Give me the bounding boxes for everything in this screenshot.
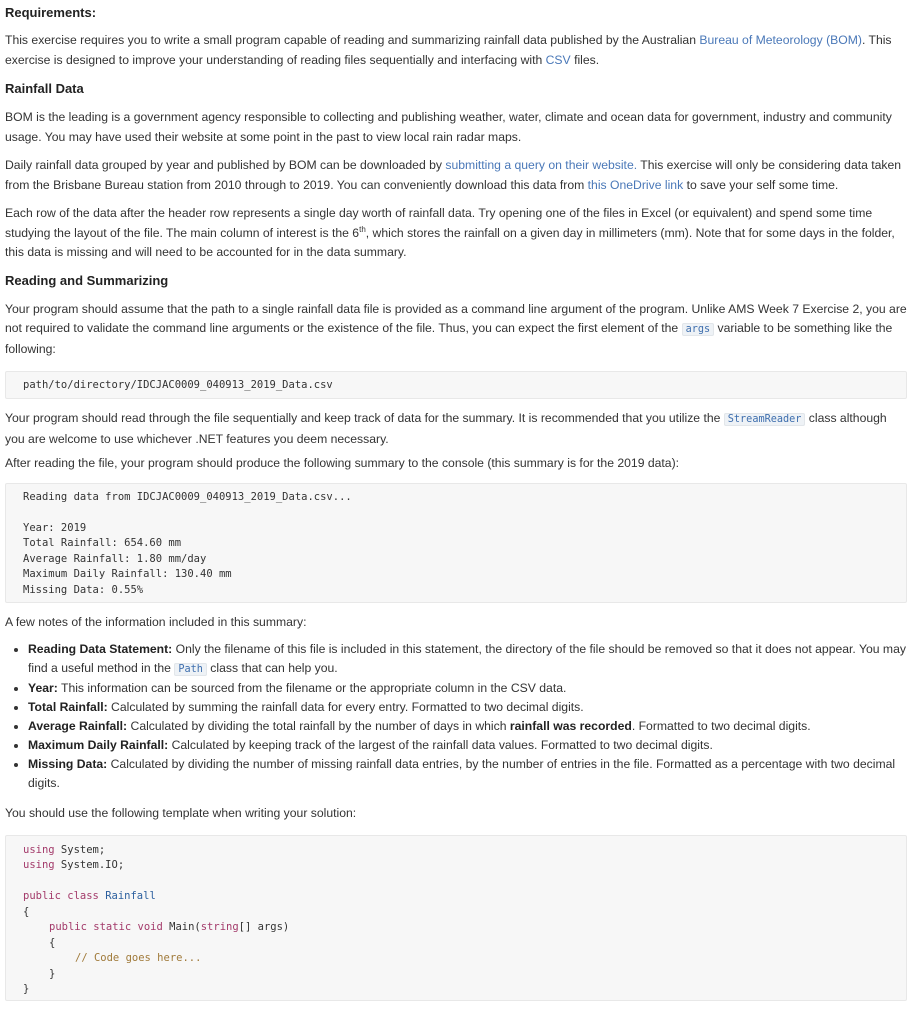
bom-query-link[interactable]: submitting a query on their website. <box>445 158 638 172</box>
code-line: { <box>49 936 56 949</box>
code-line: public static void Main(string[] args) <box>49 921 290 933</box>
args-paragraph: Your program should assume that the path to a single rainfall data file is provided as a command line argument of the program. Unlike AMS Week 7 Exercise 2, you are not required to validate the command line arguments or the existence of the file. Thus, you can expect the first element of the args variable to be something like the following: <box>5 301 907 356</box>
code-line: { <box>23 905 30 918</box>
bom-link[interactable]: Bureau of Meteorology (BOM) <box>699 33 862 47</box>
intro-paragraph: This exercise requires you to write a small program capable of reading and summarizing rainfall data published by the Australian Bureau of Meteorology (BOM). This exercise is designed to improve your understanding of reading files sequentially and interfacing with CSV files. <box>5 33 892 67</box>
list-item: • Maximum Daily Rainfall: Calculated by keeping track of the largest of the rainfall data values. Formatted to two decimal digits. <box>28 736 907 755</box>
output-line: Missing Data: 0.55% <box>23 583 144 596</box>
notes-list <box>5 640 907 793</box>
template-code-block <box>5 835 907 1001</box>
output-line: Year: 2019 <box>23 521 87 534</box>
onedrive-link[interactable]: this OneDrive link <box>587 177 684 192</box>
summary-output-block <box>5 483 907 603</box>
reading-heading: Reading and Summarizing <box>5 272 169 288</box>
code-line: using System.IO; <box>23 859 125 871</box>
path-class-code: Path <box>174 663 207 676</box>
code-line: public class Rainfall <box>23 890 156 902</box>
requirements-heading: Requirements: <box>5 5 97 20</box>
output-line: Reading data from IDCJAC0009_040913_2019_Data.csv... <box>23 490 352 503</box>
csv-link[interactable]: CSV <box>545 52 571 67</box>
args-code: args <box>682 323 715 336</box>
rainfall-data-heading: Rainfall Data <box>5 81 84 96</box>
list-item: • Total Rainfall: Calculated by summing the rainfall data for every entry. Formatted to two decimal digits. <box>28 698 907 717</box>
template-intro: You should use the following template when writing your solution: <box>5 806 357 820</box>
notes-intro: A few notes of the information included in this summary: <box>5 614 307 629</box>
streamreader-paragraph: Your program should read through the file sequentially and keep track of data for the summary. It is recommended that you utilize the StreamReader class although you are welcome to use whichever .NET features you deem necessary. <box>5 411 887 446</box>
code-line: using System; <box>23 843 106 856</box>
summary-intro-paragraph: After reading the file, your program should produce the following summary to the console (this summary is for the 2019 data): <box>5 456 680 470</box>
list-item: • Reading Data Statement: Only the filename of this file is included in this statement, the directory of the file should be removed so that it does not appear. You may find a useful method in the Path class that can help you. <box>28 640 907 679</box>
list-item: • Average Rainfall: Calculated by dividing the total rainfall by the number of days in which rainfall was recorded. Formatted to two decimal digits. <box>28 717 907 736</box>
code-line: } <box>49 967 56 980</box>
list-item: • Year: This information can be sourced from the filename or the appropriate column in the CSV data. <box>28 679 907 698</box>
output-line: Total Rainfall: 654.60 mm <box>23 537 182 549</box>
path-code-block: path/to/directory/IDCJAC0009_040913_2019_Data.csv <box>5 371 907 399</box>
code-line: // Code goes here... <box>75 952 202 964</box>
code-line: } <box>23 983 30 995</box>
output-line: Average Rainfall: 1.80 mm/day <box>23 552 207 565</box>
list-item: • Missing Data: Calculated by dividing the number of missing rainfall data entries, by the number of entries in the file. Formatted as a percentage with two decimal digits. <box>28 755 907 793</box>
download-paragraph: Daily rainfall data grouped by year and published by BOM can be downloaded by submitting a query on their website. This exercise will only be considering data taken from the Brisbane Bureau station from 2010 through to 2019. You can conveniently download this data from this OneDrive link to save your self some time. <box>5 158 902 192</box>
output-line: Maximum Daily Rainfall: 130.40 mm <box>23 568 232 580</box>
data-layout-paragraph: Each row of the data after the header row represents a single day worth of rainfall data. Try opening one of the files in Excel (or equivalent) and spend some time studying the layout of the file. The main column of interest is the 6th, which stores the rainfall on a given day in millimeters (mm). Note that for some days in the folder, this data is missing and will need to be accounted for in the data summary. <box>5 206 895 259</box>
streamreader-code: StreamReader <box>724 413 806 426</box>
bom-paragraph: BOM is the leading is a government agency responsible to collecting and publishing weather, water, climate and ocean data for government, industry and community usage. You may have used their website at some point in the past to view local rain radar maps. <box>5 110 892 144</box>
